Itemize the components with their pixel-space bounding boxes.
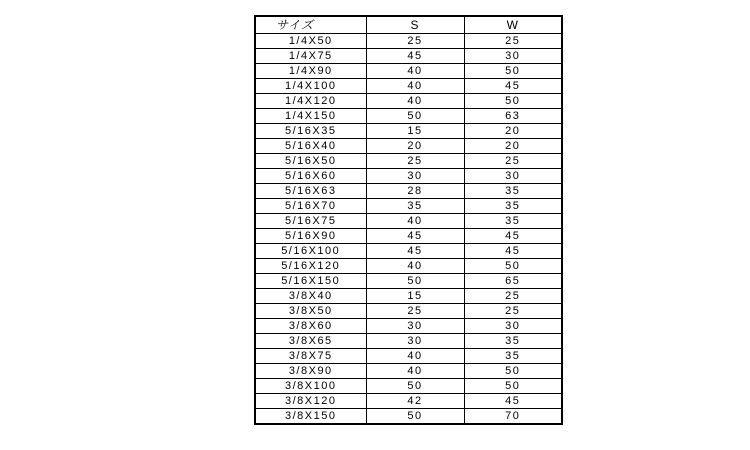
w-cell: 35 xyxy=(464,184,562,199)
s-cell: 15 xyxy=(366,124,464,139)
s-cell: 50 xyxy=(366,379,464,394)
size-cell: 5/16X150 xyxy=(255,274,366,289)
table-header xyxy=(255,16,562,34)
s-cell: 40 xyxy=(366,349,464,364)
table-row xyxy=(255,379,562,394)
table-row xyxy=(255,154,562,169)
size-spec-table xyxy=(254,15,563,425)
size-cell: 3/8X120 xyxy=(255,394,366,409)
table-row xyxy=(255,214,562,229)
table-row xyxy=(255,184,562,199)
table-row xyxy=(255,34,562,49)
s-cell: 42 xyxy=(366,394,464,409)
s-cell: 40 xyxy=(366,79,464,94)
table-row xyxy=(255,349,562,364)
size-cell: 1/4X50 xyxy=(255,34,366,49)
size-cell: 5/16X70 xyxy=(255,199,366,214)
w-cell: 45 xyxy=(464,244,562,259)
table-row xyxy=(255,244,562,259)
table-row xyxy=(255,334,562,349)
s-cell: 50 xyxy=(366,409,464,425)
size-cell: 3/8X60 xyxy=(255,319,366,334)
size-cell: 5/16X60 xyxy=(255,169,366,184)
size-cell: 5/16X120 xyxy=(255,259,366,274)
s-cell: 25 xyxy=(366,304,464,319)
w-cell: 35 xyxy=(464,349,562,364)
w-cell: 63 xyxy=(464,109,562,124)
size-cell: 1/4X100 xyxy=(255,79,366,94)
table-row xyxy=(255,394,562,409)
size-cell: 1/4X120 xyxy=(255,94,366,109)
s-cell: 15 xyxy=(366,289,464,304)
s-cell: 25 xyxy=(366,34,464,49)
table-row xyxy=(255,229,562,244)
w-cell: 65 xyxy=(464,274,562,289)
table-row xyxy=(255,124,562,139)
size-cell: 5/16X63 xyxy=(255,184,366,199)
w-cell: 30 xyxy=(464,319,562,334)
s-cell: 40 xyxy=(366,64,464,79)
w-cell: 20 xyxy=(464,124,562,139)
s-cell: 45 xyxy=(366,244,464,259)
size-cell: 3/8X40 xyxy=(255,289,366,304)
w-cell: 35 xyxy=(464,334,562,349)
size-cell: 3/8X50 xyxy=(255,304,366,319)
s-cell: 30 xyxy=(366,319,464,334)
w-cell: 30 xyxy=(464,49,562,64)
table-row xyxy=(255,409,562,425)
w-cell: 50 xyxy=(464,94,562,109)
size-cell: 3/8X90 xyxy=(255,364,366,379)
size-cell: 5/16X35 xyxy=(255,124,366,139)
table-row xyxy=(255,289,562,304)
size-cell: 5/16X50 xyxy=(255,154,366,169)
s-cell: 45 xyxy=(366,229,464,244)
w-cell: 50 xyxy=(464,364,562,379)
s-cell: 30 xyxy=(366,334,464,349)
table-row xyxy=(255,109,562,124)
w-cell: 25 xyxy=(464,34,562,49)
s-cell: 50 xyxy=(366,274,464,289)
table-row xyxy=(255,274,562,289)
w-cell: 25 xyxy=(464,154,562,169)
w-cell: 50 xyxy=(464,379,562,394)
s-cell: 40 xyxy=(366,214,464,229)
size-cell: 3/8X100 xyxy=(255,379,366,394)
table-row xyxy=(255,79,562,94)
table-row xyxy=(255,64,562,79)
size-cell: 5/16X90 xyxy=(255,229,366,244)
size-cell: 1/4X150 xyxy=(255,109,366,124)
table-row xyxy=(255,49,562,64)
s-cell: 30 xyxy=(366,169,464,184)
size-cell: 5/16X75 xyxy=(255,214,366,229)
w-cell: 70 xyxy=(464,409,562,425)
w-cell: 35 xyxy=(464,214,562,229)
w-cell: 35 xyxy=(464,199,562,214)
table-row xyxy=(255,94,562,109)
table-row xyxy=(255,259,562,274)
w-cell: 25 xyxy=(464,304,562,319)
w-cell: 45 xyxy=(464,229,562,244)
s-cell: 50 xyxy=(366,109,464,124)
size-cell: 1/4X90 xyxy=(255,64,366,79)
w-cell: 30 xyxy=(464,169,562,184)
table-row xyxy=(255,304,562,319)
table-row xyxy=(255,319,562,334)
w-cell: 25 xyxy=(464,289,562,304)
s-cell: 20 xyxy=(366,139,464,154)
s-cell: 35 xyxy=(366,199,464,214)
w-cell: 50 xyxy=(464,64,562,79)
table-row xyxy=(255,139,562,154)
w-cell: 45 xyxy=(464,394,562,409)
table-row xyxy=(255,169,562,184)
w-cell: 50 xyxy=(464,259,562,274)
header-s: S xyxy=(366,16,464,34)
table-body xyxy=(255,34,562,425)
header-row xyxy=(255,16,562,34)
header-size: サイズ xyxy=(255,16,366,34)
table-row xyxy=(255,364,562,379)
s-cell: 45 xyxy=(366,49,464,64)
size-cell: 3/8X150 xyxy=(255,409,366,425)
s-cell: 28 xyxy=(366,184,464,199)
size-cell: 3/8X75 xyxy=(255,349,366,364)
s-cell: 40 xyxy=(366,259,464,274)
s-cell: 40 xyxy=(366,364,464,379)
size-cell: 5/16X40 xyxy=(255,139,366,154)
s-cell: 40 xyxy=(366,94,464,109)
table-row xyxy=(255,199,562,214)
size-cell: 1/4X75 xyxy=(255,49,366,64)
size-cell: 5/16X100 xyxy=(255,244,366,259)
s-cell: 25 xyxy=(366,154,464,169)
w-cell: 45 xyxy=(464,79,562,94)
w-cell: 20 xyxy=(464,139,562,154)
header-w: W xyxy=(464,16,562,34)
size-cell: 3/8X65 xyxy=(255,334,366,349)
